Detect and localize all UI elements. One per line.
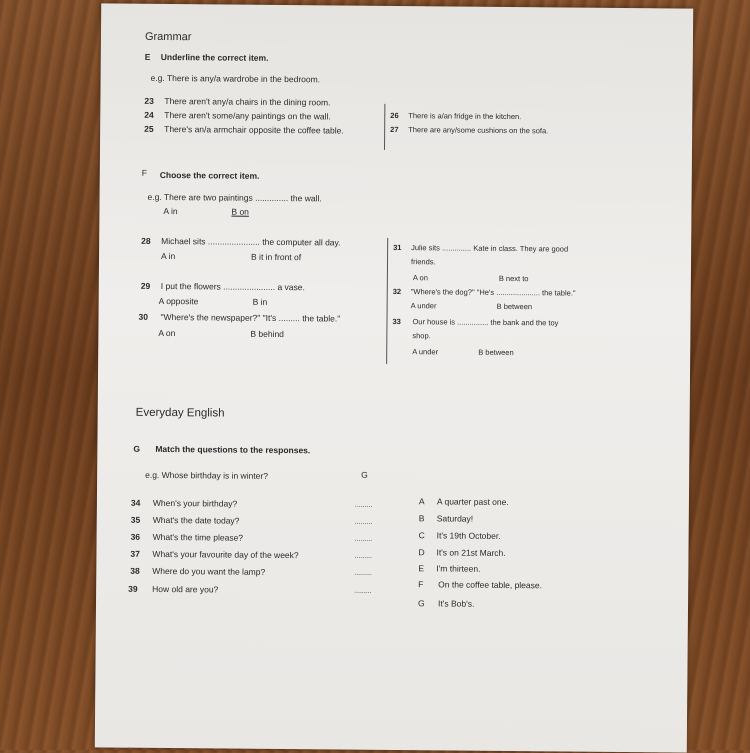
item-23-text: There aren't any/a chairs in the dining room. <box>164 95 331 108</box>
item-33-num: 33 <box>392 316 401 327</box>
q38-answer-blank[interactable]: ......... <box>354 569 372 577</box>
item-32-option-a: A under <box>410 301 437 311</box>
section-e-letter: E <box>144 51 151 62</box>
item-25-num: 25 <box>144 123 154 134</box>
item-28-option-a: A in <box>161 250 176 262</box>
item-33-option-b: B between <box>478 347 514 358</box>
item-31-option-a: A on <box>412 273 428 283</box>
q34-answer-blank[interactable]: ......... <box>354 501 373 509</box>
item-32-text: "Where's the dog?" "He's ..................... the table." <box>410 287 576 298</box>
section-f-instruction: Choose the correct item. <box>159 169 260 181</box>
q35-answer-blank[interactable]: ......... <box>354 518 373 526</box>
response-g-text: It's Bob's. <box>437 598 475 609</box>
q35-text: What's the date today? <box>152 514 240 526</box>
q38-num: 38 <box>130 565 140 576</box>
column-divider-f <box>386 238 388 364</box>
item-33-text: Our house is ............... the bank and the toy <box>412 317 559 328</box>
q35-num: 35 <box>130 514 141 525</box>
item-33-option-a: A under <box>412 347 439 357</box>
item-24-text: There aren't some/any paintings on the wall. <box>164 109 331 122</box>
item-29-text: I put the flowers ...................... a vase. <box>160 280 305 293</box>
q39-answer-blank[interactable]: ......... <box>354 587 372 595</box>
response-d-text: It's on 21st March. <box>436 547 506 558</box>
response-g-letter: G <box>417 598 425 609</box>
q36-text: What's the time please? <box>152 531 244 543</box>
section-g-letter: G <box>133 443 141 454</box>
item-28-num: 28 <box>141 235 151 246</box>
response-e-letter: E <box>418 563 425 574</box>
item-33-text-cont: shop. <box>412 331 431 341</box>
response-e-text: I'm thirteen. <box>436 563 481 574</box>
response-f-text: On the coffee table, please. <box>438 579 543 591</box>
item-32-option-b: B between <box>496 301 533 312</box>
item-31-text: Julie sits .............. Kate in class. They are good <box>411 243 569 254</box>
item-27-num: 27 <box>390 124 399 135</box>
response-a-letter: A <box>418 496 425 507</box>
item-30-option-a: A on <box>158 327 176 339</box>
item-27-text: There are any/some cushions on the sofa. <box>408 125 549 136</box>
section-g-example-answer: G <box>361 469 368 480</box>
q37-text: What's your favourite day of the week? <box>152 548 299 561</box>
section-e-instruction: Underline the correct item. <box>160 51 269 63</box>
item-31-text-cont: friends. <box>410 257 436 267</box>
q38-text: Where do you want the lamp? <box>152 565 266 577</box>
item-31-num: 31 <box>393 242 402 253</box>
response-b-letter: B <box>418 513 425 524</box>
section-f-letter: F <box>141 167 148 178</box>
q36-num: 36 <box>130 531 141 542</box>
item-29-option-b: B in <box>252 296 268 307</box>
response-a-text: A quarter past one. <box>436 496 509 508</box>
item-30-text: "Where's the newspaper?" "It's ......... the table." <box>160 311 341 324</box>
q36-answer-blank[interactable]: ......... <box>354 535 373 543</box>
response-d-letter: D <box>418 547 425 558</box>
section-f-example-b: B on <box>231 206 249 217</box>
q39-num: 39 <box>128 583 138 594</box>
item-23-num: 23 <box>144 95 154 106</box>
item-32-num: 32 <box>392 286 402 297</box>
response-b-text: Saturday! <box>436 513 474 524</box>
q39-text: How old are you? <box>152 583 219 595</box>
q37-num: 37 <box>130 548 140 559</box>
section-g-instruction: Match the questions to the responses. <box>155 443 311 456</box>
item-28-option-b: B it in front of <box>251 251 302 263</box>
section-f-example-a: A in <box>163 205 178 217</box>
section-e-example: e.g. There is any/a wardrobe in the bedroom. <box>150 72 321 85</box>
q37-answer-blank[interactable]: ......... <box>354 552 372 560</box>
item-31-option-b: B next to <box>498 273 529 284</box>
item-28-text: Michael sits ...................... the computer all day. <box>161 235 341 248</box>
item-30-num: 30 <box>138 311 149 322</box>
worksheet-paper <box>95 3 693 752</box>
response-f-letter: F <box>418 579 424 590</box>
column-divider-e <box>384 104 385 150</box>
everyday-english-title: Everyday English <box>135 406 225 420</box>
item-29-num: 29 <box>140 280 151 291</box>
section-g-example-text: e.g. Whose birthday is in winter? <box>145 469 269 481</box>
item-29-option-a: A opposite <box>158 295 199 307</box>
item-24-num: 24 <box>144 109 154 120</box>
response-c-text: It's 19th October. <box>436 530 501 541</box>
item-25-text: There's an/a armchair opposite the coffee table. <box>164 123 344 136</box>
grammar-title: Grammar <box>144 30 192 44</box>
response-c-letter: C <box>418 530 425 541</box>
item-26-text: There is a/an fridge in the kitchen. <box>408 111 522 122</box>
q34-num: 34 <box>130 497 141 508</box>
item-30-option-b: B behind <box>250 328 284 340</box>
q34-text: When's your birthday? <box>152 497 238 509</box>
section-f-example-text: e.g. There are two paintings .............. the wall. <box>147 191 322 204</box>
item-26-num: 26 <box>390 110 399 121</box>
